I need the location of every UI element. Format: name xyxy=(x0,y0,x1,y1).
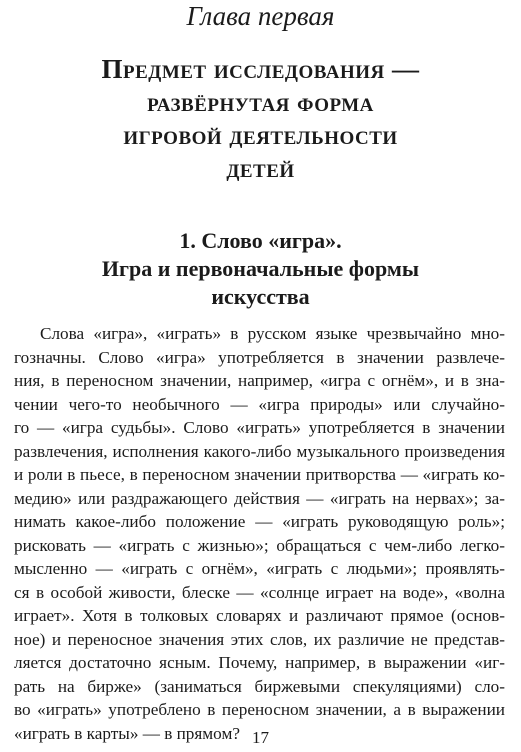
text-line: чении чего-то необычного — «игра природы» или случайно- xyxy=(14,394,505,414)
chapter-title-line: Предмет исследования — xyxy=(101,54,420,84)
text-line: медию» или раздражающего действия — «играть на нервах»; за- xyxy=(14,488,505,508)
text-line: играет». Хотя в толковых словарях и различают прямое (основ- xyxy=(14,606,505,625)
text-line: ляется достаточно ясным. Почему, например, в выражении «иг- xyxy=(14,653,505,672)
text-line: развлечения, исполнения какого-либо музыкального произведения xyxy=(14,441,505,461)
text-line: мысленно — «играть с огнём», «играть с людьми»; проявлять- xyxy=(14,559,505,578)
text-line: «играть в карты» — в прямом? xyxy=(14,723,240,743)
text-line: го — «игра судьбы». Слово «играть» употребляется в значении xyxy=(14,418,505,437)
section-title-line: Игра и первоначальные формы xyxy=(101,256,420,281)
section-title xyxy=(20,227,501,311)
text-line: ное) и переносное значения этих слов, их различие не представ- xyxy=(14,629,505,649)
text-line: Слова «игра», «играть» в русском языке чрезвычайно мно- xyxy=(40,324,505,343)
text-line: и роли в пьесе, в переносном значении притворства — «играть ко- xyxy=(14,465,505,484)
chapter-title-line: игровой деятельности xyxy=(123,120,398,150)
text-line: гозначны. Слово «игра» употребляется в значении развлече- xyxy=(14,347,505,367)
section-title-line: искусства xyxy=(211,284,310,309)
text-line: ся в особой живости, блеске — «солнце играет на воде», «волна xyxy=(14,582,505,602)
text-line: рисковать — «играть с жизнью»; обращаться с чем-либо легко- xyxy=(14,535,505,555)
chapter-title xyxy=(30,53,491,185)
text-line: ния, в переносном значении, например, «игра с огнём», и в зна- xyxy=(14,371,505,390)
chapter-title-line: детей xyxy=(226,153,295,183)
chapter-title-line: развёрнутая форма xyxy=(147,87,374,117)
text-line: нимать какое-либо положение — «играть руководящую роль»; xyxy=(14,512,505,531)
section-title-line: 1. Слово «игра». xyxy=(179,228,342,253)
chapter-label: Глава первая xyxy=(186,1,335,31)
text-line: во «играть» употреблено в переносном значении, а в выражении xyxy=(14,700,505,719)
text-line: рать на бирже» (заниматься биржевыми спекуляциями) сло- xyxy=(14,676,505,696)
page-number: 17 xyxy=(252,728,269,747)
body-paragraph xyxy=(14,322,505,745)
